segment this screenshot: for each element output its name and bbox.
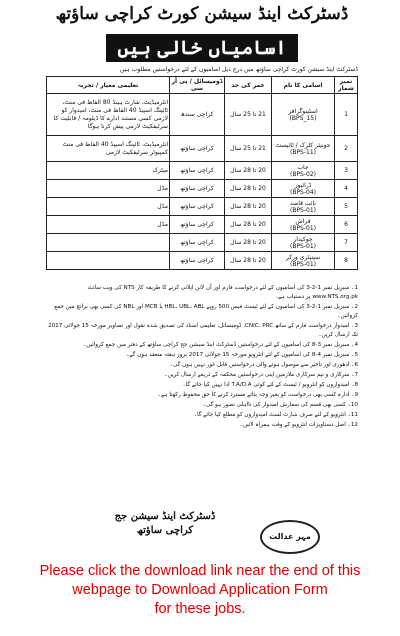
- table-row: [47, 180, 358, 198]
- table-row: [47, 162, 358, 180]
- serial-cell: 1: [335, 94, 358, 136]
- post-cell: [272, 180, 335, 198]
- ad-title: ڈسٹرکٹ اینڈ سیشن کورٹ کراچی ساؤتھ: [55, 4, 349, 24]
- post-scale: (BPS-01): [289, 242, 317, 250]
- note-item: 12۔ اصل دستاویزات انٹرویو کے وقت ہمراہ لائیں۔: [239, 422, 358, 428]
- domicile-cell: کراچی سندھ: [170, 94, 225, 136]
- post-name: چوکیدار: [293, 235, 313, 243]
- domicile-cell: کراچی ساؤتھ: [170, 162, 225, 180]
- note-item: 11۔ انٹرویو کے لئے صرف شارٹ لسٹ امیدواروں کو مطلع کیا جائے گا۔: [193, 412, 358, 418]
- post-cell: [272, 216, 335, 234]
- signature-title: ڈسٹرکٹ اینڈ سیشن جج: [114, 511, 216, 522]
- post-scale: (BPS-01): [289, 206, 317, 214]
- post-scale: (BPS-02): [289, 170, 317, 178]
- post-scale: (BPS-04): [289, 188, 317, 196]
- col-header-qualification: تعلیمی معیار / تجربہ: [47, 77, 170, 94]
- post-cell: [272, 252, 335, 270]
- ad-intro: ڈسٹرکٹ اینڈ سیشن کورٹ کراچی ساؤتھ میں درج ذیل اسامیوں کے لئے درخواستیں مطلوب ہیں: [119, 66, 358, 73]
- age-cell: 20 تا 28 سال: [225, 252, 272, 270]
- serial-cell: 4: [335, 180, 358, 198]
- domicile-cell: کراچی ساؤتھ: [170, 234, 225, 252]
- download-instruction-line-2: webpage to Download Application Form: [72, 582, 328, 598]
- post-scale: (BPS-11): [289, 148, 317, 156]
- serial-cell: 5: [335, 198, 358, 216]
- age-cell: 20 تا 28 سال: [225, 216, 272, 234]
- post-name: نائب قاصد: [290, 199, 316, 207]
- serial-cell: 6: [335, 216, 358, 234]
- table-row: [47, 252, 358, 270]
- note-item: 4۔ سیریل نمبر 3-8 کی اسامیوں کے لئے درخواستیں ڈسٹرکٹ اینڈ سیشن جج کراچی ساؤتھ کے دفتر میں جمع کروائیں۔: [82, 342, 358, 348]
- download-instruction: [0, 562, 400, 619]
- serial-cell: 7: [335, 234, 358, 252]
- court-stamp: مہر عدالت: [260, 520, 320, 554]
- note-item: 6۔ ادھوری اور تاخیر سے موصول ہونے والی درخواستیں قابل غور نہیں ہوں گی۔: [169, 362, 358, 368]
- table-row: [47, 234, 358, 252]
- note-item: 5۔ سیریل نمبر 4-8 کی اسامیوں کے لئے انٹرویو مورخہ 15 جولائی 2017 بروز ہفتہ منعقد ہوں گے۔: [126, 352, 358, 358]
- job-advertisement: [44, 0, 360, 556]
- note-item: 3۔ امیدوار درخواست فارم کے ساتھ CNIC، PRC، ڈومیسائل، تعلیمی اسناد کی تصدیق شدہ نقول اور تصاویر مورخہ 15 جولائی 2017 تک ارسال کریں۔: [48, 323, 358, 338]
- table-row: [47, 216, 358, 234]
- age-cell: 20 تا 28 سال: [225, 198, 272, 216]
- table-row: [47, 94, 358, 136]
- serial-cell: 8: [335, 252, 358, 270]
- note-item: 8۔ امیدواروں کو انٹرویو / ٹیسٹ کے لئے کوئی T.A/D.A ادا نہیں کیا جائے گا۔: [182, 382, 358, 388]
- post-scale: (BPS-01): [289, 260, 317, 268]
- col-header-post: اسامی کا نام: [272, 77, 335, 94]
- download-instruction-line-3: for these jobs.: [154, 601, 246, 617]
- download-instruction-line-1: Please click the download link near the end of this: [39, 563, 361, 579]
- ad-banner: اسامیاں خالی ہیں: [106, 34, 298, 62]
- note-item: 1۔ سیریل نمبر 1-2-3 کی اسامیوں کے لئے درخواست فارم اور آن لائن اپلائی کرنے کا طریقہ کار NTS کی ویب سائٹ www.NTS.org.pk پر دستیاب ہے۔: [87, 285, 358, 300]
- age-cell: 20 تا 28 سال: [225, 234, 272, 252]
- col-header-age: عمر کی حد: [225, 77, 272, 94]
- domicile-cell: کراچی ساؤتھ: [170, 252, 225, 270]
- post-name: فراش: [295, 217, 311, 225]
- signature-location: کراچی ساؤتھ: [136, 525, 194, 536]
- qualification-cell: مڈل: [47, 216, 170, 234]
- domicile-cell: کراچی ساؤتھ: [170, 136, 225, 162]
- domicile-cell: کراچی ساؤتھ: [170, 216, 225, 234]
- table-row: [47, 136, 358, 162]
- qualification-cell: مڈل: [47, 180, 170, 198]
- note-item: 2۔ سیریل نمبر 1-2-3 کی اسامیوں کے لئے ٹیسٹ فیس 500 روپے HBL، UBL، ABL یا MCB اور NBL کی کسی بھی برانچ میں جمع کروائیں۔: [54, 304, 358, 319]
- serial-cell: 3: [335, 162, 358, 180]
- post-name: اسٹینوگرافر: [288, 107, 318, 115]
- post-cell: [272, 198, 335, 216]
- domicile-cell: کراچی ساؤتھ: [170, 198, 225, 216]
- post-scale: (BPS_15): [289, 114, 317, 122]
- qualification-cell: میٹرک: [47, 162, 170, 180]
- vacancies-table: [46, 76, 358, 270]
- qualification-cell: مڈل: [47, 198, 170, 216]
- col-header-serial: نمبر شمار: [335, 77, 358, 94]
- table-row: [47, 198, 358, 216]
- post-name: جونیئر کلرک / ٹائپسٹ: [275, 141, 331, 149]
- post-scale: (BPS-01): [289, 224, 317, 232]
- qualification-cell: انٹرمیڈیٹ، ٹائپنگ اسپیڈ 40 الفاظ فی منٹ کمپیوٹر سرٹیفکیٹ لازمی: [47, 136, 170, 162]
- post-name: سینیٹری ورکر: [285, 253, 321, 261]
- post-name: ڈرائیور: [294, 181, 312, 189]
- signature-block: [110, 510, 220, 538]
- serial-cell: 2: [335, 136, 358, 162]
- qualification-cell: [47, 252, 170, 270]
- note-item: 9۔ ادارہ کسی بھی درخواست کو بغیر وجہ بتائے مسترد کرنے کا حق محفوظ رکھتا ہے۔: [157, 392, 358, 398]
- note-item: 7۔ سرکاری و نیم سرکاری ملازمین اپنی درخواستیں محکمہ کے ذریعے ارسال کریں۔: [164, 372, 358, 378]
- table-header-row: [47, 77, 358, 94]
- qualification-cell: انٹرمیڈیٹ، شارٹ ہینڈ 80 الفاظ فی منٹ، ٹائپنگ اسپیڈ 40 الفاظ فی منٹ، امیدوار کو لازمی کسی مستند ادارے کا ڈپلومہ / قابلیت کا سرٹیفکیٹ لازمی پیش کرنا ہوگا: [47, 94, 170, 136]
- post-cell: [272, 234, 335, 252]
- post-cell: [272, 136, 335, 162]
- note-item: 10۔ کسی بھی قسم کی سفارش امیدوار کی نااہلی تصور ہو گی۔: [202, 402, 358, 408]
- age-cell: 20 تا 28 سال: [225, 180, 272, 198]
- col-header-domicile: ڈومیسائل / پی آر سی: [170, 77, 225, 94]
- post-name: جاب: [297, 163, 309, 171]
- age-cell: 20 تا 28 سال: [225, 162, 272, 180]
- post-cell: [272, 162, 335, 180]
- qualification-cell: [47, 234, 170, 252]
- terms-and-conditions: [46, 284, 358, 431]
- age-cell: 21 تا 25 سال: [225, 94, 272, 136]
- age-cell: 21 تا 25 سال: [225, 136, 272, 162]
- domicile-cell: کراچی ساؤتھ: [170, 180, 225, 198]
- post-cell: [272, 94, 335, 136]
